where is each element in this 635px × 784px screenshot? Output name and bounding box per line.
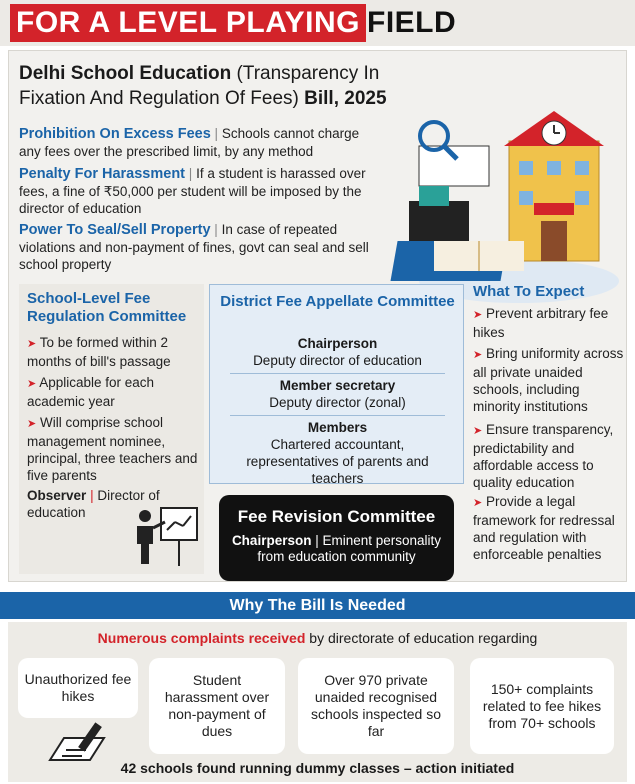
why-title: Why The Bill Is Needed <box>0 592 635 619</box>
list-item <box>473 493 625 563</box>
complaint-red: Numerous complaints received <box>97 630 306 646</box>
bullet-text: Bring uniformity across all private unaided schools, including minority institutions <box>473 346 624 414</box>
fact-penalty: Penalty For Harassment | If a student is harassed over fees, a fine of ₹50,000 per student will be imposed by the director of education <box>19 166 366 216</box>
bill-name-rest: (Transparency In Fixation And Regulation Of Fees) <box>19 63 380 109</box>
fact-heading: Penalty For Harassment <box>19 166 186 182</box>
chair-label: Chairperson <box>231 533 312 548</box>
bill-title <box>19 61 419 111</box>
teacher-icon <box>131 504 201 569</box>
school-illustration <box>389 91 619 311</box>
bullet-text: Provide a legal framework for redressal and regulation with enforceable penalties <box>473 494 615 562</box>
list-item <box>27 414 202 484</box>
district-committee-panel <box>209 284 464 484</box>
footer-note: 42 schools found running dummy classes – action initiated <box>120 760 515 776</box>
list-item <box>473 421 625 491</box>
school-committee-title: School-Level Fee Regulation Committee <box>27 290 187 325</box>
expect-title: What To Expect <box>473 283 585 300</box>
district-committee-title: District Fee Appellate Committee <box>220 293 455 310</box>
fee-revision-title: Fee Revision Committee <box>237 507 436 526</box>
bullet-text: Applicable for each academic year <box>27 375 155 409</box>
role-text: Chartered accountant, representatives of parents and teachers <box>246 437 429 486</box>
bullet-text: Will comprise school management nominee, principal, three teachers and five parents <box>27 415 198 483</box>
fee-revision-committee <box>219 495 454 581</box>
divider <box>230 415 445 416</box>
fact-power: Power To Seal/Sell Property | In case of repeated violations and non-payment of fines, govt can seal and sell school property <box>19 222 369 272</box>
card-complaints: 150+ complaints related to fee hikes from 70+ schools <box>470 658 614 754</box>
bill-name-bold: Delhi School Education <box>19 63 232 84</box>
role-title: Chairperson <box>297 336 378 351</box>
card-unauthorized: Unauthorized fee hikes <box>18 658 138 718</box>
role-text: Deputy director of education <box>253 353 422 368</box>
title-rest: FIELD <box>367 6 457 39</box>
arrow-icon: ➤ <box>473 425 483 437</box>
main-panel <box>8 50 627 582</box>
fact-text: Schools cannot charge any fees over the prescribed limit, by any method <box>19 126 360 159</box>
list-item <box>27 374 202 410</box>
role-title: Members <box>307 420 368 435</box>
role-text: Deputy director (zonal) <box>269 395 406 410</box>
fact-prohibition: Prohibition On Excess Fees | Schools cannot charge any fees over the prescribed limit, by any method <box>19 126 360 159</box>
card-inspected: Over 970 private unaided recognised schools inspected so far <box>298 658 454 754</box>
role-title: Member secretary <box>279 378 396 393</box>
arrow-icon: ➤ <box>473 497 483 509</box>
arrow-icon: ➤ <box>473 309 483 321</box>
list-item <box>27 334 202 370</box>
expect-panel <box>471 281 626 576</box>
list-item <box>473 305 623 341</box>
bullet-text: To be formed within 2 months of bill's passage <box>27 335 171 369</box>
divider <box>230 373 445 374</box>
arrow-icon: ➤ <box>27 378 37 390</box>
arrow-icon: ➤ <box>473 349 483 361</box>
fact-text: In case of repeated violations and non-payment of fines, govt can seal and sell school property <box>19 222 369 272</box>
role-members <box>210 419 465 487</box>
why-panel <box>8 622 627 782</box>
role-member-secretary <box>210 377 465 411</box>
bullet-text: Ensure transparency, predictability and affordable access to quality education <box>473 422 614 490</box>
arrow-icon: ➤ <box>27 418 37 430</box>
fact-heading: Prohibition On Excess Fees <box>19 126 211 142</box>
observer: Observer | Director of education <box>27 488 160 520</box>
bullet-text: Prevent arbitrary fee hikes <box>473 306 609 340</box>
observer-label: Observer <box>27 488 87 503</box>
bill-year: Bill, 2025 <box>304 88 387 109</box>
card-harassment: Student harassment over non-payment of dues <box>149 658 285 754</box>
header <box>0 0 635 46</box>
complaint-line <box>8 630 627 646</box>
title-highlight: FOR A LEVEL PLAYING <box>10 4 366 42</box>
complaint-rest: by directorate of education regarding <box>309 630 538 646</box>
list-item <box>473 345 625 415</box>
arrow-icon: ➤ <box>27 338 37 350</box>
document-pen-icon <box>42 720 112 765</box>
role-chairperson <box>210 335 465 369</box>
chair-text: Eminent personality from education community <box>257 533 442 564</box>
school-committee-panel <box>19 284 204 574</box>
observer-text: Director of education <box>27 488 160 520</box>
fee-revision-chair: Chairperson | Eminent personality from education community <box>231 533 442 564</box>
fact-heading: Power To Seal/Sell Property <box>19 222 211 238</box>
fact-text: If a student is harassed over fees, a fine of ₹50,000 per student will be imposed by the director of education <box>19 166 366 216</box>
